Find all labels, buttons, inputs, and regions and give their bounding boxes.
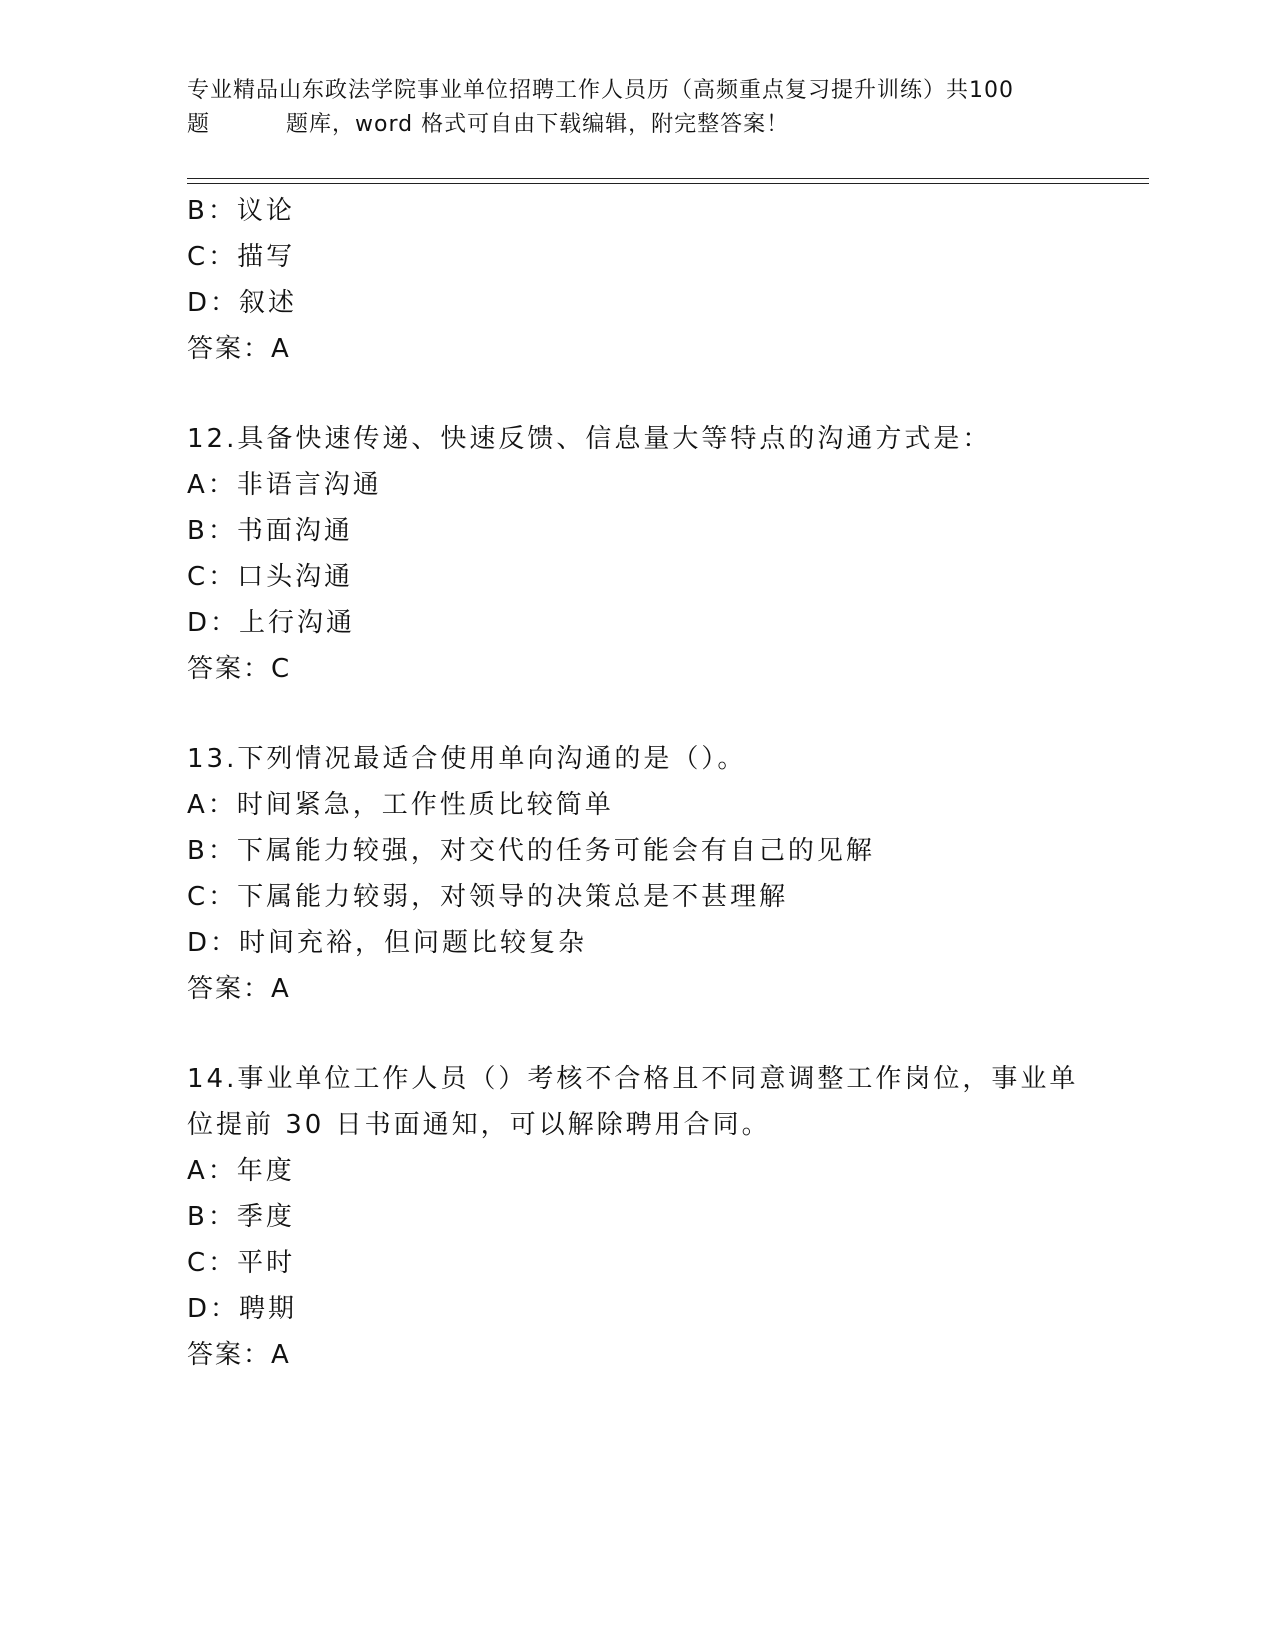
header-title-line1: 专业精品山东政法学院事业单位招聘工作人员历（高频重点复习提升训练）共100 — [187, 78, 1014, 103]
option-d: D：时间充裕，但问题比较复杂 — [187, 928, 588, 958]
option-b: B：下属能力较强，对交代的任务可能会有自己的见解 — [187, 836, 875, 866]
page-header — [187, 74, 1087, 142]
question-text: 12.具备快速传递、快速反馈、信息量大等特点的沟通方式是： — [187, 424, 992, 454]
header-title-line2-rest: 题库，word 格式可自由下载编辑，附完整答案！ — [286, 112, 790, 137]
question-text-line2: 位提前 30 日书面通知，可以解除聘用合同。 — [187, 1110, 771, 1140]
answer-line: 答案：A — [187, 974, 291, 1004]
option-a: A：年度 — [187, 1156, 295, 1186]
option-a: A：时间紧急，工作性质比较简单 — [187, 790, 614, 820]
option-c: C：下属能力较弱，对领导的决策总是不甚理解 — [187, 882, 789, 912]
question-text-line1: 14.事业单位工作人员（）考核不合格且不同意调整工作岗位，事业单 — [187, 1064, 1079, 1094]
option-d: D：上行沟通 — [187, 608, 356, 638]
option-d: D：叙述 — [187, 288, 298, 318]
option-c: C：平时 — [187, 1248, 296, 1278]
option-d: D：聘期 — [187, 1294, 298, 1324]
question-block-14 — [187, 1056, 1087, 1378]
header-rule-bottom — [187, 183, 1149, 184]
option-c: C：描写 — [187, 242, 296, 272]
option-c: C：口头沟通 — [187, 562, 354, 592]
answer-line: 答案：C — [187, 654, 292, 684]
option-b: B：议论 — [187, 196, 295, 226]
question-block-previous — [187, 188, 1087, 372]
header-title-line2-start: 题 — [187, 112, 211, 137]
option-a: A：非语言沟通 — [187, 470, 382, 500]
header-title-line2 — [187, 108, 1087, 142]
question-list — [187, 188, 1087, 1378]
answer-line: 答案：A — [187, 1340, 291, 1370]
question-block-13 — [187, 736, 1087, 1012]
header-rule-top — [187, 178, 1149, 179]
option-b: B：季度 — [187, 1202, 295, 1232]
option-b: B：书面沟通 — [187, 516, 353, 546]
question-block-12 — [187, 416, 1087, 692]
answer-line: 答案：A — [187, 334, 291, 364]
question-text: 13.下列情况最适合使用单向沟通的是（）。 — [187, 744, 747, 774]
